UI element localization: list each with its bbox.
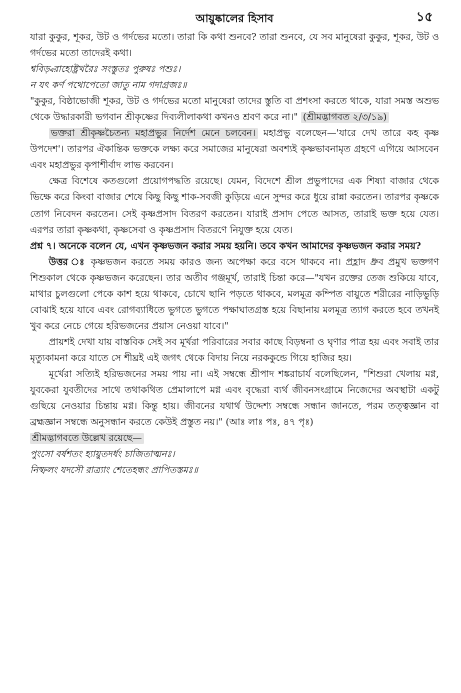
paragraph-2 — [30, 94, 439, 126]
verse-1-reference: (শ্রীমদ্ভাগবত ২/৩/১৯) — [302, 112, 387, 124]
page-body — [30, 30, 439, 479]
verse-2-line-1: পুংসো বর্ষশতং হ্যায়ুতদর্ধং চাজিতাত্মনঃ। — [30, 449, 175, 461]
paragraph-6-text: মূর্খেরা সত্যিই হরিভজনের সময় পায় না। এই সম্বন্ধে শ্রীপাদ শঙ্করাচার্য বলেছিলেন, "শিশুরা খেলায় মগ্ন, যুবকেরা যুবতীদের সাথে তথাকথিত প্রেমালাপে মগ্ন এবং বৃদ্ধেরা ব্যর্থ জীবনসংগ্রামে নিজেদের অবস্থাটা একটু গুছিয়ে নেওয়ার চিন্তায় মগ্ন। কিন্তু হায়। জীবনের যথার্থ উদ্দেশ্য সম্বন্ধে সন্ধান জানতে, পরম তত্ত্বজ্ঞান বা ব্রহ্মজ্ঞান সম্বন্ধে অনুসন্ধান করতে কেউই প্রস্তুত নয়।" — [30, 368, 439, 429]
page-number: ১৫ — [416, 10, 433, 25]
answer-label: উত্তর ঃ — [48, 256, 87, 268]
paragraph-7 — [30, 431, 439, 447]
paragraph-3-lead: ভক্তরা শ্রীকৃষ্ণচৈতন্য মহাপ্রভুর নির্দেশ মেনে চলবেন। — [50, 128, 256, 140]
paragraph-1: যারা কুকুর, শূকর, উট ও গর্দভের মতো। তারা কি কথা শুনবে? তারা শুনবে, যে সব মানুষেরা কুকুর, শূকর, উট ও গর্দভের মতো তাদেরই কথা। — [30, 32, 439, 60]
paragraph-5: প্রায়শই দেখা যায় বাস্তবিক সেই সব মূর্খরা পরিবারের সবার কাছে বিড়ম্বনা ও ঘৃণার পাত্র হয় এবং সবাই তার মৃত্যুকামনা করে যাতে সে শীঘ্রই এই জগৎ থেকে বিদায় নিয়ে নরককুন্ডে গিয়ে হাজির হয়। — [30, 336, 439, 364]
verse-1-translation: "কুকুর, বিষ্ঠাভোজী শূকর, উট ও গর্দভের মতো মানুষেরা তাদের স্তুতি বা প্রশংসা করতে থাকে, যারা সমস্ত অশুভ থেকে উদ্ধারকারী ভগবান শ্রীকৃষ্ণের দিব্যলীলাকথা কখনও শ্রবণ করে না।" — [30, 96, 439, 124]
paragraph-3 — [30, 126, 439, 174]
verse-1-line-2: ন যৎ কর্ণ পথোপেতো জাতু নাম গদাগ্রজঃ॥ — [30, 80, 187, 92]
verse-2-line-2: নিষ্ফলং যদসৌ রাত্র্যাং শেতেহন্ধং প্রাপিতস্তমঃ॥ — [30, 465, 198, 477]
paragraph-6 — [30, 367, 439, 431]
paragraph-3-rest: মহাপ্রভু বলেছেন—'যারে দেখ তারে কহ কৃষ্ণ উপদেশ'। তারপর ঐকান্তিক ভক্তকে লক্ষ্য করে সমাজের মানুষেরা অবশ্যই কৃষ্ণভাবনামৃত গ্রহণে এগিয়ে আসবেন এবং মহাপ্রভুর কৃপাশীর্বাদ লাভ করবেন। — [30, 128, 439, 172]
paragraph-6-reference: (আঃ লাঃ পঃ, ৪৭ পৃঃ) — [225, 417, 314, 429]
running-title: আয়ুষ্কালের হিসাব — [195, 12, 274, 25]
question-7: প্রশ্ন ৭। অনেকে বলেন যে, এখন কৃষ্ণভজন করার সময় হয়নি। তবে কখন আমাদের কৃষ্ণভজন করার সময়? — [30, 240, 422, 252]
bhagavatam-mention: শ্রীমদ্ভাগবতে উল্লেখ রয়েছে— — [32, 433, 142, 445]
verse-1-line-1: শ্ববিড়্বরাহোষ্ট্রখরৈঃ সংস্তুতঃ পুরুষঃ পশুঃ। — [30, 64, 181, 76]
page-header — [30, 0, 439, 30]
answer-text: কৃষ্ণভজন করতে সময় কারও জন্য অপেক্ষা করে বসে থাকবে না। প্রহ্লাদ ধ্রুব প্রমুখ ভক্তগণ শিশুকাল থেকে কৃষ্ণভজন করেছেন। তার অতীব গঞ্জমূর্খ, তারাই চিন্তা করে—"যখন রক্তের তেজ শুকিয়ে যাবে, মাথার চুলগুলো পেকে কাশ হয়ে থাকবে, চোখে ছানি পড়তে থাকবে, মলমূত্র কম্পিত বায়ুতে শরীরের নাড়িভুড়ি বোঝাই হয়ে যাবে এবং রোগব্যাধিতে ভুগতে ভুগতে পক্ষাঘাতগ্রস্ত হয়ে বিছানায় মলমূত্র ত্যাগ করতে হবে তখনই খুব করে নেচে গেয়ে হরিভজনের প্রয়াস নেওয়া যাবে।" — [30, 256, 439, 332]
paragraph-4: ক্ষেত্র বিশেষে কতগুলো প্রয়োগপদ্ধতি রয়েছে। যেমন, বিদেশে শ্রীল প্রভুপাদের এক শিষ্যা বাজার থেকে ভিক্ষে করে কিংবা বাজার শেষে কিছু কিছু শাক-সবজী কুড়িয়ে এনে সুন্দর করে ধুয়ে রান্না করতেন। তারপর কৃষ্ণকে তোগ নিবেদন করতেন। সেই কৃষ্ণপ্রসাদ বিতরণ করতেন। যারাই প্রসাদ পেতে আসত, তারাই ভক্ত হয়ে যেত। এরপর তারা কৃষ্ণকথা, কৃষ্ণসেবা ও কৃষ্ণপ্রসাদ বিতরণে নিযুক্ত হয়ে যেত। — [30, 176, 439, 236]
answer-paragraph — [30, 255, 439, 335]
